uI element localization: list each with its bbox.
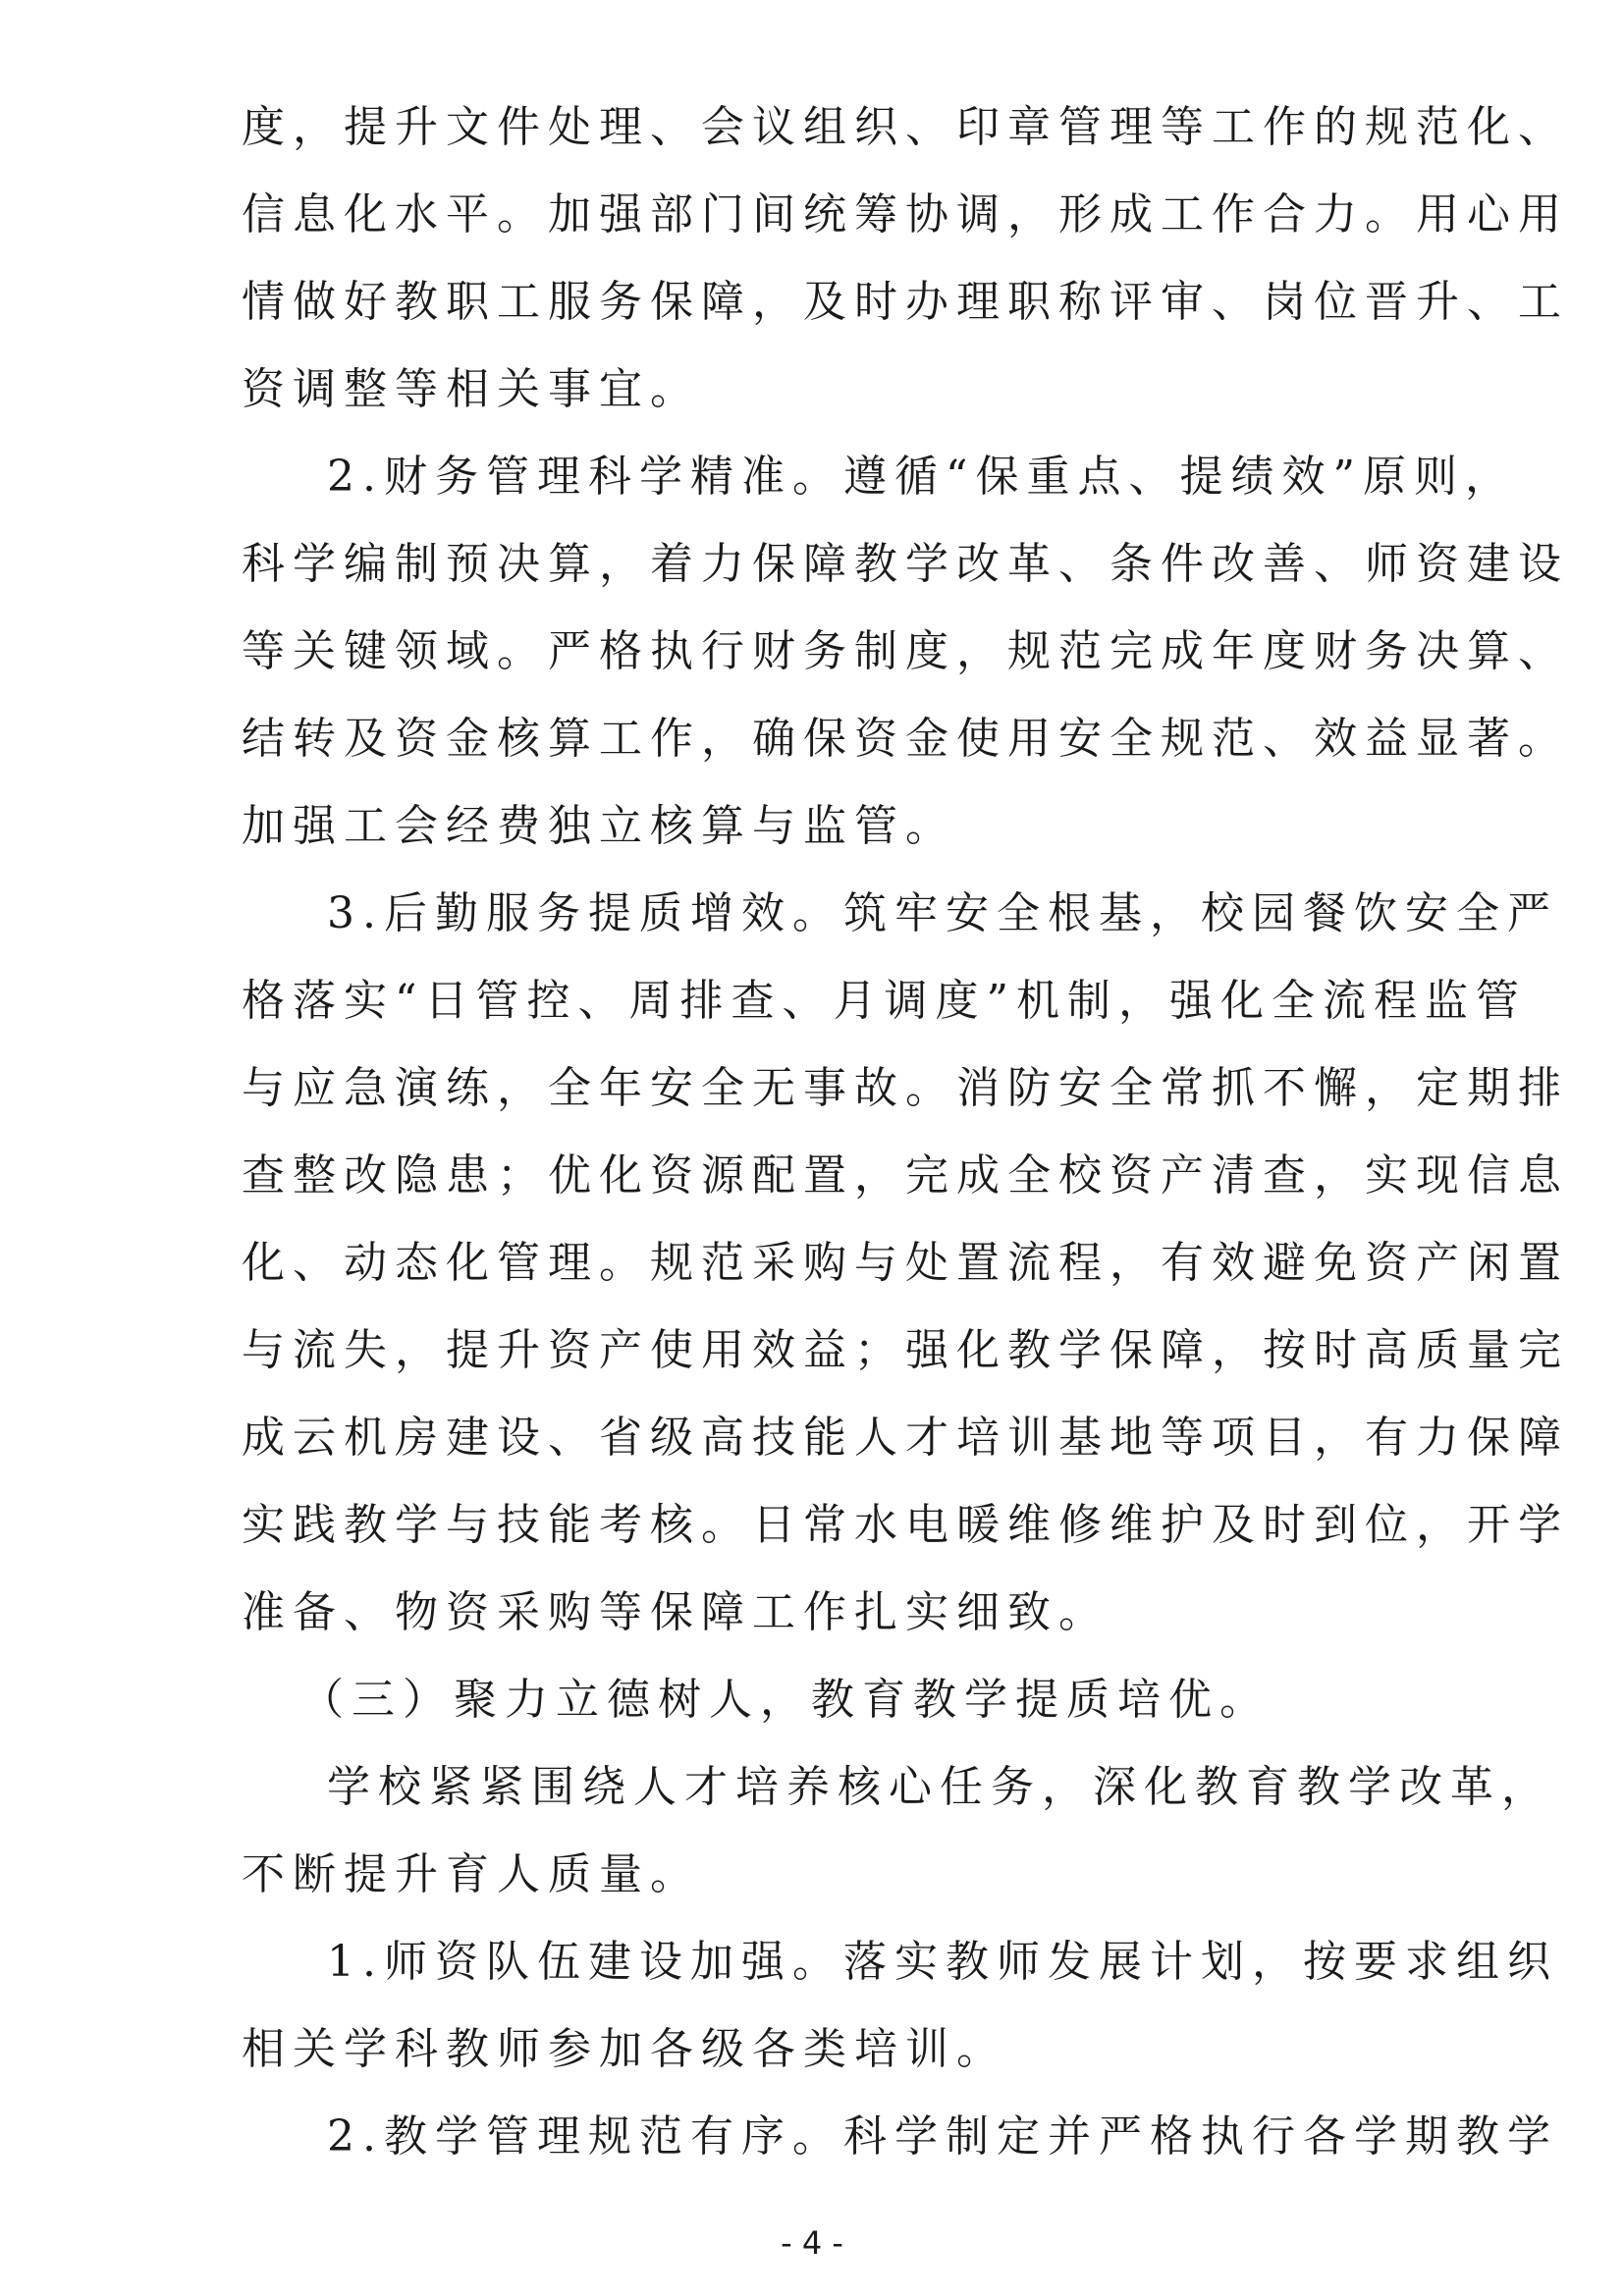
text-line: 查整改隐患；优化资源配置，完成全校资产清查，实现信息	[242, 1150, 1569, 1201]
text-line: 结转及资金核算工作，确保资金使用安全规范、效益显著。	[242, 714, 1569, 764]
paragraph-heading: 2.财务管理科学精准。遵循“保重点、提绩效”原则，	[327, 452, 1516, 502]
text-line: 不断提升育人质量。	[242, 1849, 701, 1899]
text-line: 加强工会经费独立核算与监管。	[242, 801, 956, 851]
text-line: 化、动态化管理。规范采购与处置流程，有效避免资产闲置	[242, 1238, 1569, 1288]
text-line: 与流失，提升资产使用效益；强化教学保障，按时高质量完	[242, 1325, 1569, 1375]
text-line: 格落实“日管控、周排查、月调度”机制，强化全流程监管	[242, 976, 1527, 1026]
text-line: 情做好教职工服务保障，及时办理职称评审、岗位晋升、工	[242, 277, 1569, 327]
text-line: 度，提升文件处理、会议组织、印章管理等工作的规范化、	[242, 102, 1569, 152]
text-line: 资调整等相关事宜。	[242, 364, 701, 414]
text-line: 成云机房建设、省级高技能人才培训基地等项目，有力保障	[242, 1413, 1569, 1463]
text-line: 准备、物资采购等保障工作扎实细致。	[242, 1587, 1110, 1637]
text-line: 与应急演练，全年安全无事故。消防安全常抓不懈，定期排	[242, 1063, 1569, 1113]
text-line: 相关学科教师参加各级各类培训。	[242, 2024, 1007, 2074]
text-line: 学校紧紧围绕人才培养核心任务，深化教育教学改革，	[327, 1762, 1552, 1812]
paragraph-heading: 3.后勤服务提质增效。筑牢安全根基，校园餐饮安全严	[327, 888, 1558, 938]
text-line: 等关键领域。严格执行财务制度，规范完成年度财务决算、	[242, 626, 1569, 676]
section-heading: （三）聚力立德树人，教育教学提质培优。	[300, 1675, 1271, 1725]
paragraph-heading: 2.教学管理规范有序。科学制定并严格执行各学期教学	[327, 2111, 1558, 2162]
text-line: 信息化水平。加强部门间统筹协调，形成工作合力。用心用	[242, 189, 1569, 240]
text-line: 科学编制预决算，着力保障教学改革、条件改善、师资建设	[242, 539, 1569, 589]
paragraph-heading: 1.师资队伍建设加强。落实教师发展计划，按要求组织	[327, 1937, 1558, 1987]
text-line: 实践教学与技能考核。日常水电暖维修维护及时到位，开学	[242, 1500, 1569, 1550]
page-number: - 4 -	[781, 2224, 843, 2262]
